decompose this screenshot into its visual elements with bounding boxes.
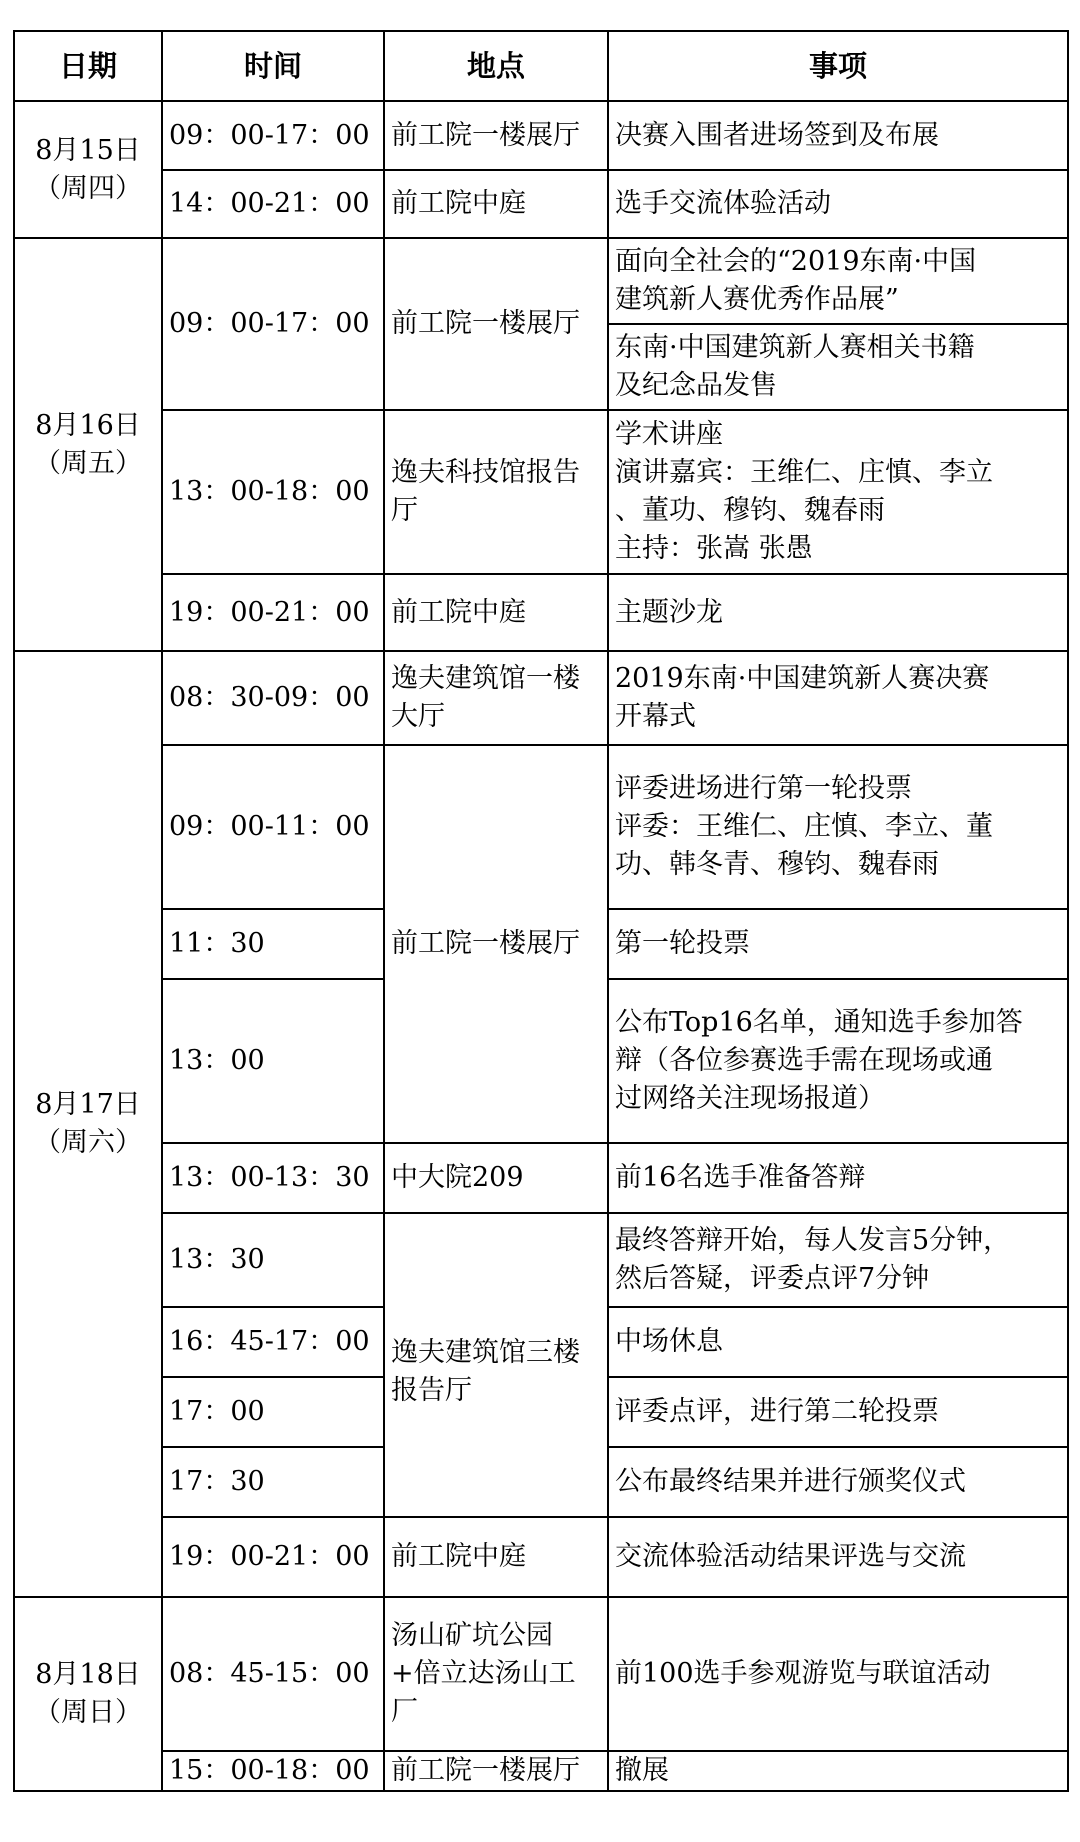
place-cell: 逸夫建筑馆三楼报告厅 bbox=[384, 1213, 608, 1517]
time-cell: 19：00-21：00 bbox=[162, 1517, 384, 1597]
item-line: 演讲嘉宾：王维仁、庄慎、李立 bbox=[615, 457, 993, 488]
date-label: 8月16日 bbox=[35, 409, 141, 441]
item-cell bbox=[608, 410, 1068, 574]
weekday-label: （周六） bbox=[34, 1127, 142, 1158]
time-cell: 13：30 bbox=[162, 1213, 384, 1307]
table-row bbox=[14, 745, 1068, 909]
item-cell bbox=[608, 1447, 1068, 1517]
item-cell bbox=[608, 1751, 1068, 1791]
time-cell: 13：00-13：30 bbox=[162, 1143, 384, 1213]
weekday-label: （周五） bbox=[34, 447, 142, 479]
time-cell: 08：30-09：00 bbox=[162, 651, 384, 745]
schedule-table bbox=[13, 30, 1069, 1792]
place-cell: 汤山矿坑公园+倍立达汤山工厂 bbox=[384, 1597, 608, 1751]
header-item: 事项 bbox=[608, 31, 1068, 101]
place-cell: 中大院209 bbox=[384, 1143, 608, 1213]
item-line: 辩（各位参赛选手需在现场或通 bbox=[615, 1045, 993, 1076]
header-time: 时间 bbox=[162, 31, 384, 101]
item-line: 最终答辩开始，每人发言5分钟， bbox=[615, 1225, 1011, 1256]
item-cell bbox=[608, 1377, 1068, 1447]
item-line: 评委进场进行第一轮投票 bbox=[615, 773, 912, 804]
table-row bbox=[14, 101, 1068, 170]
item-cell bbox=[608, 238, 1068, 324]
time-cell: 15：00-18：00 bbox=[162, 1751, 384, 1791]
item-line: 评委点评，进行第二轮投票 bbox=[615, 1396, 939, 1427]
place-cell: 前工院中庭 bbox=[384, 574, 608, 651]
item-line: 主持：张嵩 张愚 bbox=[615, 533, 813, 564]
item-line: 主题沙龙 bbox=[615, 596, 723, 628]
table-row bbox=[14, 238, 1068, 324]
item-cell bbox=[608, 1307, 1068, 1377]
item-cell bbox=[608, 1213, 1068, 1307]
item-cell bbox=[608, 651, 1068, 745]
time-cell: 16：45-17：00 bbox=[162, 1307, 384, 1377]
time-cell: 14：00-21：00 bbox=[162, 170, 384, 238]
date-label: 8月15日 bbox=[35, 134, 141, 166]
date-label: 8月17日 bbox=[35, 1089, 141, 1120]
item-line: 第一轮投票 bbox=[615, 928, 750, 959]
table-row bbox=[14, 1597, 1068, 1751]
time-cell: 17：30 bbox=[162, 1447, 384, 1517]
item-line: 东南·中国建筑新人赛相关书籍 bbox=[615, 332, 975, 363]
item-cell bbox=[608, 170, 1068, 238]
place-cell: 逸夫建筑馆一楼大厅 bbox=[384, 651, 608, 745]
item-line: 前100选手参观游览与联谊活动 bbox=[615, 1658, 991, 1689]
item-line: 过网络关注现场报道） bbox=[615, 1083, 885, 1114]
table-row bbox=[14, 574, 1068, 651]
weekday-label: （周日） bbox=[34, 1697, 142, 1728]
header-date: 日期 bbox=[14, 31, 162, 101]
item-line: 评委：王维仁、庄慎、李立、董 bbox=[615, 811, 993, 842]
item-line: 公布最终结果并进行颁奖仪式 bbox=[615, 1466, 966, 1497]
place-cell: 前工院一楼展厅 bbox=[384, 1751, 608, 1791]
item-line: 公布Top16名单，通知选手参加答 bbox=[615, 1007, 1023, 1038]
table-row bbox=[14, 410, 1068, 574]
date-cell bbox=[14, 651, 162, 1597]
item-cell bbox=[608, 909, 1068, 979]
header-row bbox=[14, 31, 1068, 101]
date-label: 8月18日 bbox=[35, 1659, 141, 1690]
item-line: 建筑新人赛优秀作品展” bbox=[615, 284, 899, 315]
item-line: 开幕式 bbox=[615, 701, 696, 732]
item-line: 及纪念品发售 bbox=[615, 370, 777, 401]
table-row bbox=[14, 1143, 1068, 1213]
item-cell bbox=[608, 324, 1068, 410]
item-cell bbox=[608, 574, 1068, 651]
item-cell bbox=[608, 979, 1068, 1143]
time-cell: 19：00-21：00 bbox=[162, 574, 384, 651]
item-line: 2019东南·中国建筑新人赛决赛 bbox=[615, 663, 990, 694]
item-line: 交流体验活动结果评选与交流 bbox=[615, 1541, 966, 1572]
table-row bbox=[14, 170, 1068, 238]
table-row bbox=[14, 651, 1068, 745]
time-cell: 09：00-17：00 bbox=[162, 238, 384, 410]
item-cell bbox=[608, 101, 1068, 170]
item-line: 中场休息 bbox=[615, 1326, 723, 1357]
date-cell bbox=[14, 1597, 162, 1791]
date-cell bbox=[14, 238, 162, 651]
time-cell: 09：00-11：00 bbox=[162, 745, 384, 909]
place-cell: 前工院中庭 bbox=[384, 1517, 608, 1597]
item-line: 学术讲座 bbox=[615, 419, 723, 450]
time-cell: 11：30 bbox=[162, 909, 384, 979]
item-line: 决赛入围者进场签到及布展 bbox=[615, 119, 939, 151]
table-row bbox=[14, 1517, 1068, 1597]
time-cell: 13：00-18：00 bbox=[162, 410, 384, 574]
place-cell: 前工院一楼展厅 bbox=[384, 745, 608, 1143]
place-cell: 前工院一楼展厅 bbox=[384, 238, 608, 410]
item-cell bbox=[608, 1517, 1068, 1597]
date-cell bbox=[14, 101, 162, 238]
item-line: 选手交流体验活动 bbox=[615, 188, 831, 219]
header-place: 地点 bbox=[384, 31, 608, 101]
place-cell: 逸夫科技馆报告厅 bbox=[384, 410, 608, 574]
time-cell: 09：00-17：00 bbox=[162, 101, 384, 170]
item-line: 前16名选手准备答辩 bbox=[615, 1162, 866, 1193]
time-cell: 17：00 bbox=[162, 1377, 384, 1447]
table-row bbox=[14, 1213, 1068, 1307]
item-line: 面向全社会的“2019东南·中国 bbox=[615, 246, 977, 277]
item-cell bbox=[608, 745, 1068, 909]
weekday-label: （周四） bbox=[34, 172, 142, 204]
time-cell: 08：45-15：00 bbox=[162, 1597, 384, 1751]
item-line: 然后答疑，评委点评7分钟 bbox=[615, 1263, 930, 1294]
place-cell: 前工院中庭 bbox=[384, 170, 608, 238]
item-cell bbox=[608, 1597, 1068, 1751]
table-row bbox=[14, 1751, 1068, 1791]
place-cell: 前工院一楼展厅 bbox=[384, 101, 608, 170]
item-cell bbox=[608, 1143, 1068, 1213]
time-cell: 13：00 bbox=[162, 979, 384, 1143]
item-line: 、董功、穆钧、魏春雨 bbox=[615, 495, 885, 526]
item-line: 撤展 bbox=[615, 1755, 669, 1786]
item-line: 功、韩冬青、穆钧、魏春雨 bbox=[615, 849, 939, 880]
